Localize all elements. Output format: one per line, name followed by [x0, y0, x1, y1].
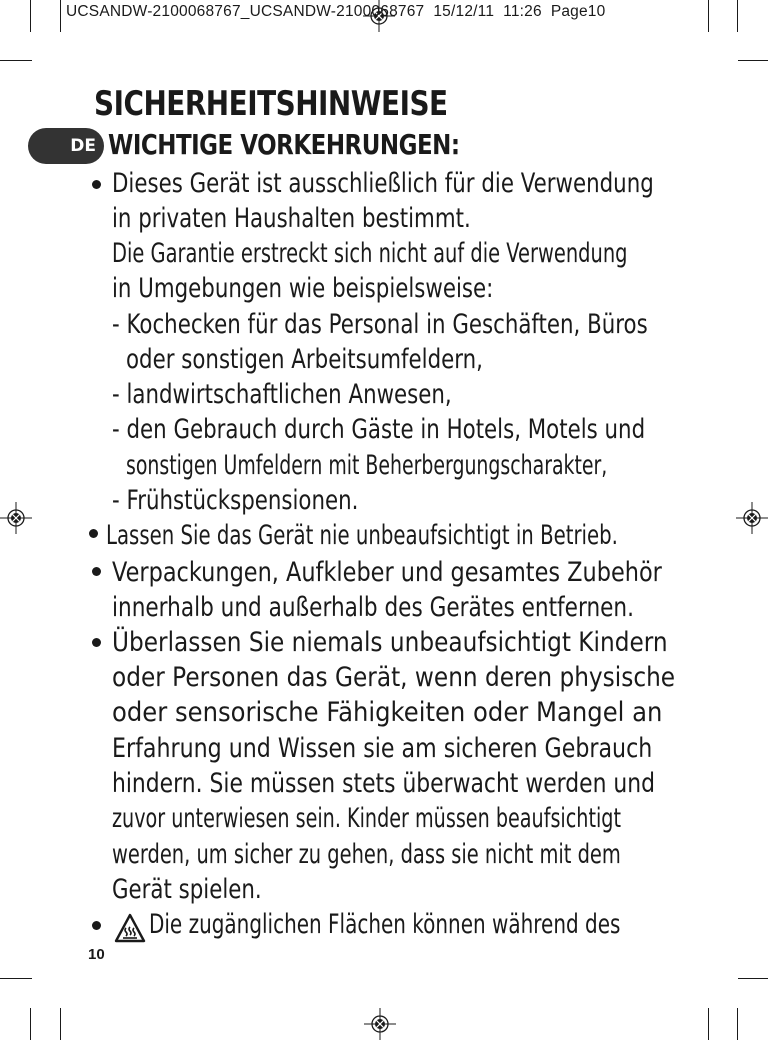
body-line: Die Garantie erstreckt sich nicht auf die Verwendung [112, 238, 628, 269]
page-title: SICHERHEITSHINWEISE [94, 84, 448, 124]
body-line: Dieses Gerät ist ausschließlich für die Verwendung [112, 168, 654, 199]
registration-mark-icon [364, 1008, 396, 1040]
crop-mark-icon [738, 60, 768, 61]
bullet-marker [92, 638, 101, 647]
bullet-marker [92, 921, 101, 930]
body-line: hindern. Sie müssen stets überwacht werden und [112, 768, 656, 799]
bullet-marker [89, 529, 98, 538]
bullet-marker [92, 180, 101, 189]
bullet-marker [92, 567, 101, 576]
body-line: in privaten Haushalten bestimmt. [112, 203, 471, 234]
body-line: Gerät spielen. [112, 874, 262, 905]
body-line: - den Gebrauch durch Gäste in Hotels, Motels und [112, 414, 646, 445]
body-line: zuvor unterwiesen sein. Kinder müssen beaufsichtigt [112, 803, 621, 834]
body-line: oder sonstigen Arbeitsumfeldern, [126, 344, 483, 375]
body-line: Erfahrung und Wissen sie am sicheren Gebrauch [112, 733, 653, 764]
crop-mark-icon [737, 1008, 738, 1040]
page-number: 10 [88, 946, 105, 963]
hot-surface-warning-icon [114, 913, 146, 943]
print-slug: UCSANDW-2100068767_UCSANDW-2100068767 15/12/11 11:26 Page10 [66, 3, 606, 20]
body-line: in Umgebungen wie beispielsweise: [112, 273, 494, 304]
registration-mark-icon [0, 502, 32, 534]
body-line: werden, um sicher zu gehen, dass sie nicht mit dem [112, 839, 621, 870]
body-line: - Kochecken für das Personal in Geschäften, Büros [112, 309, 648, 340]
crop-mark-icon [0, 60, 32, 61]
registration-mark-icon [736, 502, 768, 534]
body-line: - landwirtschaftlichen Anwesen, [112, 379, 452, 410]
section-subtitle: WICHTIGE VORKEHRUNGEN: [108, 128, 460, 161]
crop-mark-icon [708, 0, 709, 32]
body-line: oder Personen das Gerät, wenn deren physische [112, 662, 676, 693]
body-line: - Frühstückspensionen. [112, 485, 359, 516]
crop-mark-icon [30, 0, 31, 32]
crop-mark-icon [30, 1008, 31, 1040]
crop-mark-icon [60, 1008, 61, 1040]
crop-mark-icon [60, 0, 61, 32]
crop-mark-icon [0, 978, 32, 979]
body-line: sonstigen Umfeldern mit Beherbergungscharakter, [126, 450, 608, 481]
body-line: Verpackungen, Aufkleber und gesamtes Zubehör [112, 557, 662, 588]
crop-mark-icon [737, 0, 738, 32]
crop-mark-icon [708, 1008, 709, 1040]
crop-mark-icon [738, 978, 768, 979]
language-tab: DE [28, 128, 104, 164]
body-line: Überlassen Sie niemals unbeaufsichtigt Kindern [112, 627, 668, 658]
body-line: oder sensorische Fähigkeiten oder Mangel an [112, 697, 663, 728]
body-line: innerhalb und außerhalb des Gerätes entfernen. [112, 592, 634, 623]
body-line: Lassen Sie das Gerät nie unbeaufsichtigt in Betrieb. [106, 520, 618, 551]
body-line: Die zugänglichen Flächen können während des [149, 909, 621, 940]
